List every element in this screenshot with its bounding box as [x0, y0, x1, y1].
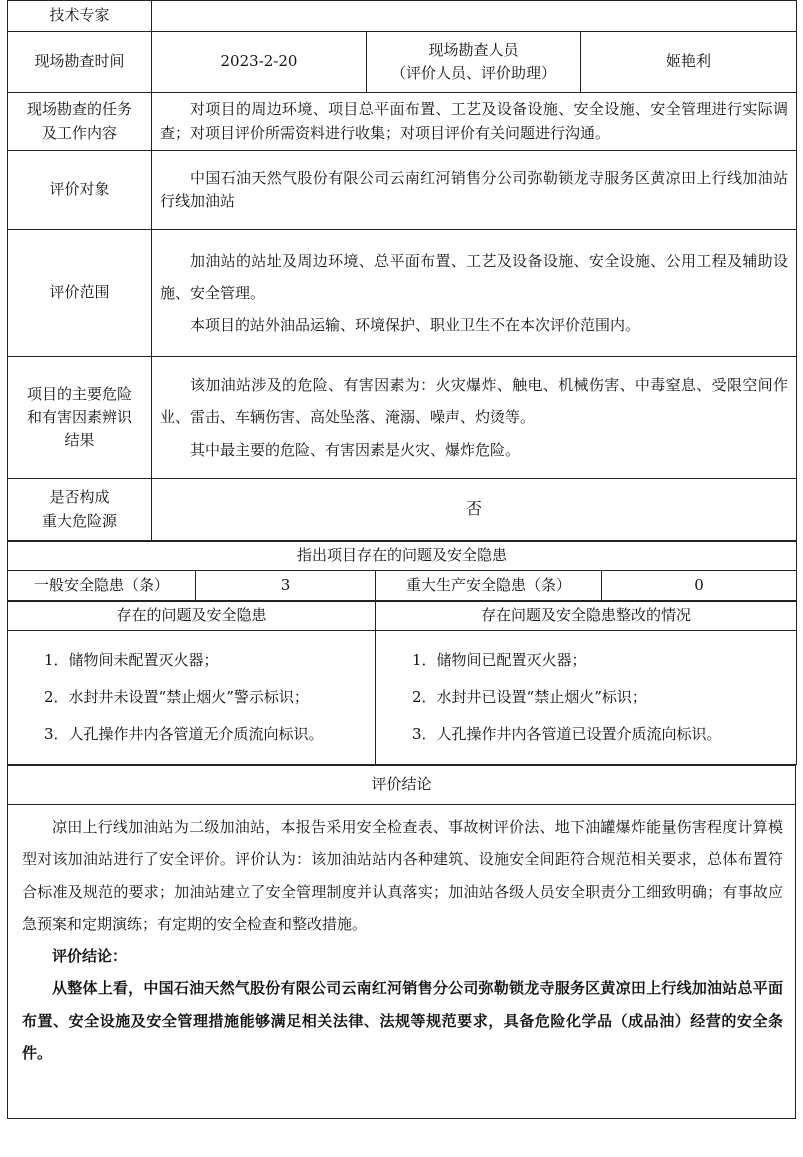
issues-table — [7, 541, 797, 601]
problem-item: 2．水封井未设置“禁止烟火”警示标识； — [44, 688, 309, 707]
problem-item: 3．人孔操作井内各管道无介质流向标识。 — [44, 724, 324, 743]
tech-expert-label: 技术专家 — [8, 1, 152, 32]
rectification-column-header: 存在问题及安全隐患整改的情况 — [376, 602, 797, 631]
tech-expert-row — [8, 1, 797, 32]
report-page — [7, 0, 796, 1121]
tech-expert-value — [152, 1, 797, 32]
task-text: 对项目的周边环境、项目总平面布置、工艺及设备设施、安全设施、安全管理进行实际调查；对项目评价所需资料进行收集；对项目评价有关问题进行沟通。 — [160, 100, 789, 142]
conclusion-header: 评价结论 — [8, 766, 796, 805]
conclusion-table — [7, 765, 796, 1119]
scope-cell — [152, 230, 797, 357]
general-hazards-count: 3 — [196, 571, 376, 601]
conclusion-final: 从整体上看，中国石油天然气股份有限公司云南红河销售分公司弥勒锁龙寺服务区黄凉田上行线加油站总平面布置、安全设施及安全管理措施能够满足相关法律、法规等规范要求，具备危险化学品（成品油）经营的安全条件。 — [22, 979, 783, 1062]
object-row — [8, 151, 797, 230]
hazards-para2: 其中最主要的危险、有害因素是火灾、爆炸危险。 — [190, 440, 521, 459]
issue-counts-row — [8, 571, 797, 601]
task-row — [8, 93, 797, 151]
hazards-cell — [152, 357, 797, 479]
scope-para1: 加油站的站址及周边环境、总平面布置、工艺及设备设施、安全设施、公用工程及辅助设施、安全管理。 — [160, 251, 789, 302]
rectification-item: 2．水封井已设置“禁止烟火”标识； — [412, 688, 647, 707]
object-text: 中国石油天然气股份有限公司云南红河销售分公司弥勒锁龙寺服务区黄凉田上行线加油站行线加油站 — [160, 168, 789, 210]
task-label-line2: 及工作内容 — [41, 123, 117, 142]
major-hazards-label: 重大生产安全隐患（条） — [376, 571, 602, 601]
problem-item: 1．储物间未配置灭火器； — [44, 651, 219, 670]
rectification-item: 1．储物间已配置灭火器； — [412, 651, 587, 670]
conclusion-body — [8, 805, 796, 1119]
survey-row — [8, 32, 797, 93]
hazards-label-line3: 结果 — [64, 431, 95, 450]
conclusion-para: 凉田上行线加油站为二级加油站，本报告采用安全检查表、事故树评价法、地下油罐爆炸能量伤害程度计算模型对该加油站进行了安全评价。评价认为：该加油站站内各种建筑、设施安全间距符合规范相关要求，总体布置符合标准及规范的要求；加油站建立了安全管理制度并认真落实；加油站各级人员安全职责分工细致明确；有事故应急预案和定期演练；有定期的安全检查和整改措施。 — [22, 818, 783, 933]
problems-column-header: 存在的问题及安全隐患 — [8, 602, 376, 631]
major-hazard-label-line2: 重大危险源 — [41, 511, 117, 530]
survey-personnel-label — [367, 32, 581, 93]
object-cell — [152, 151, 797, 230]
rectification-list — [376, 631, 797, 765]
issues-detail-table — [7, 601, 797, 765]
task-cell — [152, 93, 797, 151]
survey-time-label: 现场勘查时间 — [8, 32, 152, 93]
survey-time-value: 2023-2-20 — [152, 32, 367, 93]
scope-label: 评价范围 — [8, 230, 152, 357]
task-label-line1: 现场勘查的任务 — [26, 100, 132, 119]
scope-row — [8, 230, 797, 357]
hazards-para1: 该加油站涉及的危险、有害因素为：火灾爆炸、触电、机械伤害、中毒窒息、受限空间作业、雷击、车辆伤害、高处坠落、淹溺、噪声、灼烫等。 — [160, 376, 789, 427]
object-label: 评价对象 — [8, 151, 152, 230]
major-hazard-row — [8, 479, 797, 541]
conclusion-body-row — [8, 805, 796, 1119]
survey-info-table — [7, 0, 797, 541]
major-hazard-label-line1: 是否构成 — [49, 488, 110, 507]
issues-header-row — [8, 542, 797, 571]
major-hazard-label — [8, 479, 152, 541]
problems-list — [8, 631, 376, 765]
hazards-label-line1: 项目的主要危险 — [26, 384, 132, 403]
survey-personnel-label-line1: 现场勘查人员 — [428, 40, 519, 59]
survey-personnel-label-line2: （评价人员、评价助理） — [390, 64, 556, 82]
survey-personnel-value: 姬艳利 — [581, 32, 797, 93]
scope-para2: 本项目的站外油品运输、环境保护、职业卫生不在本次评价范围内。 — [190, 316, 641, 335]
issues-columns-row — [8, 602, 797, 631]
major-hazards-count: 0 — [602, 571, 797, 601]
general-hazards-label: 一般安全隐患（条） — [8, 571, 196, 601]
hazards-label — [8, 357, 152, 479]
rectification-item: 3．人孔操作井内各管道已设置介质流向标识。 — [412, 724, 722, 743]
task-label — [8, 93, 152, 151]
hazards-row — [8, 357, 797, 479]
conclusion-header-row — [8, 766, 796, 805]
hazards-label-line2: 和有害因素辨识 — [26, 407, 132, 426]
issues-list-row — [8, 631, 797, 765]
issues-header: 指出项目存在的问题及安全隐患 — [8, 542, 797, 571]
conclusion-subtitle: 评价结论： — [52, 947, 128, 965]
major-hazard-value: 否 — [152, 479, 797, 541]
